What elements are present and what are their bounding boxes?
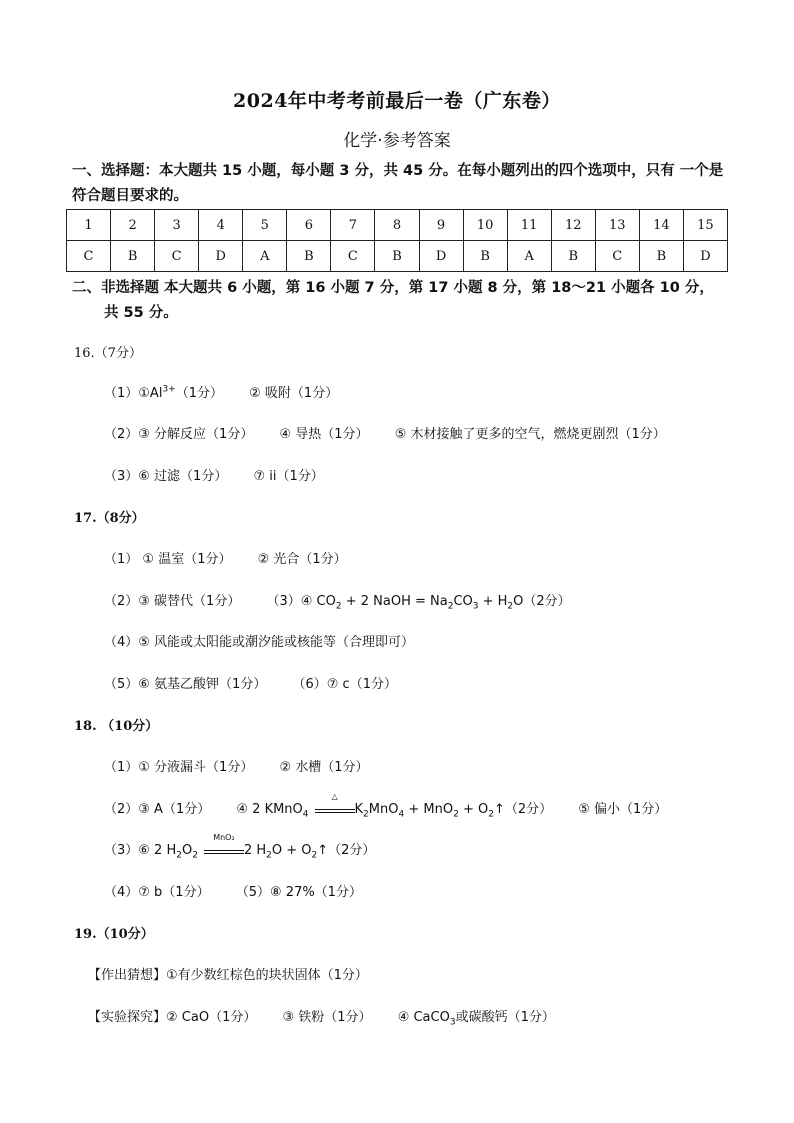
q16-answer-2: ② 吸附（1分） — [249, 386, 339, 401]
q17-line-2 — [104, 590, 571, 612]
q18-line-4 — [104, 881, 362, 900]
q16-line-3 — [104, 465, 324, 484]
q19-answer-3: ③ 铁粉（1分） — [282, 1010, 372, 1025]
q18-equation-1: ④ 2 KMnO$_4$ △ $K_2MnO_4 + MnO_2$ + $O_2↑(2$分） — [236, 792, 553, 820]
answer-choice-cell: A — [243, 241, 287, 272]
answer-number-cell: 15 — [683, 210, 727, 241]
q18-answer-3: （2）③ A（1分） — [104, 802, 211, 817]
page-title: 2024年中考考前最后一卷（广东卷） — [233, 90, 561, 112]
answer-choice-cell: C — [155, 241, 199, 272]
answer-table — [66, 209, 728, 272]
answer-number-cell: 13 — [595, 210, 639, 241]
q17-answer-1: （1） ① 温室（1分） — [104, 552, 232, 567]
answer-choice-cell: B — [287, 241, 331, 272]
q18-equation-2: （3）⑥ 2 $H_2O_2$ MnO₂ 2 $H_2O$ + $O_2↑(2$分） — [104, 833, 376, 861]
answer-choice-cell: C — [67, 241, 111, 272]
answer-number-cell: 1 — [67, 210, 111, 241]
section-2-line-2: 共 55 分。 — [104, 305, 178, 321]
q16-answer-5: ⑤ 木材接触了更多的空气，燃烧更剧烈（1分） — [394, 427, 666, 442]
q16-line-2 — [104, 423, 666, 442]
q18-answer-5: ⑤ 偏小（1分） — [578, 802, 668, 817]
answer-choice-cell: D — [419, 241, 463, 272]
answer-number-cell: 11 — [507, 210, 551, 241]
q19-heading: 19.（10分） — [74, 927, 154, 942]
q19-answer-4: ④ CaCO$_3$或碳酸钙（1分） — [397, 1010, 555, 1028]
q17-heading: 17.（8分） — [74, 511, 145, 526]
section-1-heading — [72, 159, 732, 209]
answer-choice-cell: C — [595, 241, 639, 272]
q18-line-2 — [104, 792, 668, 820]
answer-choice-cell: C — [331, 241, 375, 272]
q17-answer-7: （6）⑦ c（1分） — [292, 677, 397, 692]
answer-numbers-row — [67, 210, 728, 241]
answer-number-cell: 7 — [331, 210, 375, 241]
q17-line-4 — [104, 673, 397, 692]
q18-heading: 18. （10分） — [74, 719, 159, 734]
q19-answer-2: 【实验探究】② CaO（1分） — [88, 1010, 257, 1025]
answer-number-cell: 5 — [243, 210, 287, 241]
q18-line-3 — [104, 833, 376, 861]
page-subtitle: 化学·参考答案 — [343, 131, 451, 151]
q18-answer-8: （5）⑧ 27%（1分） — [235, 885, 362, 900]
q19-line-2 — [88, 1006, 555, 1028]
answer-choice-cell: D — [683, 241, 727, 272]
q18-line-1 — [104, 756, 369, 775]
q17-equation: （3）④ $CO_2 + 2$ NaOH = $Na_2CO_3 + H_2O(2$分） — [266, 594, 571, 612]
q16-line-1 — [104, 382, 338, 401]
answer-number-cell: 10 — [463, 210, 507, 241]
q17-answer-2: ② 光合（1分） — [257, 552, 347, 567]
answer-choices-row — [67, 241, 728, 272]
q16-answer-1: （1）①Al — [104, 386, 163, 401]
q16-heading: 16.（7分） — [74, 346, 142, 361]
answer-choice-cell: B — [463, 241, 507, 272]
answer-number-cell: 4 — [199, 210, 243, 241]
answer-number-cell: 8 — [375, 210, 419, 241]
answer-number-cell: 3 — [155, 210, 199, 241]
q16-answer-4: ④ 导热（1分） — [279, 427, 369, 442]
section-1-line-1: 一、选择题：本大题共 15 小题，每小题 3 分，共 45 分。在每小题列出的四个选项中，只有 — [72, 163, 675, 179]
q18-answer-7: （4）⑦ b（1分） — [104, 885, 210, 900]
answer-number-cell: 9 — [419, 210, 463, 241]
section-1-line-2: 一个是符合题目要求的。 — [72, 163, 724, 204]
q18-answer-1: （1）① 分液漏斗（1分） — [104, 760, 254, 775]
answer-number-cell: 6 — [287, 210, 331, 241]
section-2-line-1: 二、非选择题 本大题共 6 小题，第 16 小题 7 分，第 17 小题 8 分，第 18～21 小题各 10 分， — [72, 280, 714, 296]
q16-answer-7: ⑦ ii（1分） — [253, 469, 324, 484]
q19-line-1: 【作出猜想】①有少数红棕色的块状固体（1分） — [88, 968, 368, 983]
q17-answer-3: （2）③ 碳替代（1分） — [104, 594, 241, 609]
answer-choice-cell: B — [639, 241, 683, 272]
answer-number-cell: 14 — [639, 210, 683, 241]
answer-choice-cell: B — [551, 241, 595, 272]
answer-choice-cell: B — [111, 241, 155, 272]
answer-choice-cell: B — [375, 241, 419, 272]
q16-ion-charge: 3+ — [162, 384, 176, 395]
reaction-condition-heat: △ — [315, 801, 355, 813]
q17-answer-6: （5）⑥ 氨基乙酸钾（1分） — [104, 677, 267, 692]
answer-choice-cell: D — [199, 241, 243, 272]
q17-line-1 — [104, 548, 347, 567]
answer-number-cell: 12 — [551, 210, 595, 241]
answer-number-cell: 2 — [111, 210, 155, 241]
q18-answer-2: ② 水槽（1分） — [279, 760, 369, 775]
answer-choice-cell: A — [507, 241, 551, 272]
q16-answer-3: （2）③ 分解反应（1分） — [104, 427, 254, 442]
q17-line-3: （4）⑤ 风能或太阳能或潮汐能或核能等（合理即可） — [104, 635, 415, 650]
q16-score-1: （1分） — [175, 386, 223, 401]
q16-answer-6: （3）⑥ 过滤（1分） — [104, 469, 228, 484]
section-2-heading — [72, 276, 732, 326]
reaction-condition-catalyst: MnO₂ — [204, 842, 244, 854]
